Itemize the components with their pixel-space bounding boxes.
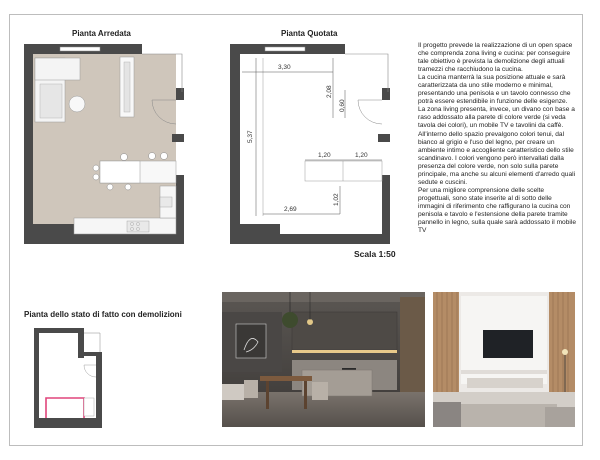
living-reference-photo — [433, 292, 575, 427]
dim-peninsula-left: 1,20 — [318, 152, 331, 159]
dim-niche: 0,60 — [339, 99, 346, 112]
kitchen-reference-photo — [222, 292, 425, 427]
door-swing — [84, 365, 96, 377]
wall-bottom — [34, 418, 102, 428]
description-paragraph: Per una migliore comprensione delle scelte progettuali, sono state inserite al di sotto delle immagini di riferimento che raffigurano la cucina con penisola e tavolo e l'estensione della parete tramite pannello in legno, sulla quale sarà addossato il mobile TV — [418, 186, 576, 235]
dim-kitchen-depth: 2,08 — [326, 85, 333, 98]
dim-width-top: 3,30 — [278, 64, 291, 71]
demolition-plan-title: Pianta dello stato di fatto con demolizioni — [24, 310, 182, 319]
description-paragraph: All'interno dello spazio prevalgono colori tenui, dal bianco al grigio e l'uso del legno, per creare un ambiente intimo e accogliente caratteristico dello stile scandinavo. I colori vengono però intervallati dalla presenza del colore verde, non solo sulla parete principale, ma anche su alcuni elementi d'arredo quali sedute e cuscini. — [418, 130, 576, 186]
description-paragraph: La cucina manterrà la sua posizione attuale e sarà caratterizzata da uno stile moderno e minimal, presentando una penisola e un tavolo connesso che potrà essere estendibile in funzione delle esigenze. — [418, 74, 571, 106]
kitchen-block — [84, 398, 94, 416]
demolition-wall — [46, 398, 84, 418]
balcony-outline — [84, 333, 100, 352]
wall-top — [34, 328, 84, 333]
dim-living-depth: 1,02 — [333, 193, 340, 206]
wall-left — [34, 328, 39, 418]
description-paragraph: Il progetto prevede la realizzazione di un open space che comprenda zona living e cucina: per conseguire tale obiettivo è prevista la demolizione degli attuali tramezzi che racchiudono la cucina. — [418, 42, 573, 74]
project-description — [418, 42, 578, 235]
wall-right — [96, 355, 102, 428]
dimensioned-plan-title: Pianta Quotata — [281, 29, 338, 38]
dim-total-height: 5,37 — [247, 130, 254, 143]
furnished-plan-title: Pianta Arredata — [72, 29, 131, 38]
wall-mid — [78, 352, 102, 356]
description-paragraph: La zona living presenta, invece, un divano con base a raso addossato alla parete di colore verde (si veda tavola dei colori), un mobile TV e tavolini da caffè. — [418, 106, 575, 130]
scale-label: Scala 1:50 — [354, 249, 396, 259]
dim-living-width: 2,69 — [284, 206, 297, 213]
dim-peninsula-right: 1,20 — [355, 152, 368, 159]
